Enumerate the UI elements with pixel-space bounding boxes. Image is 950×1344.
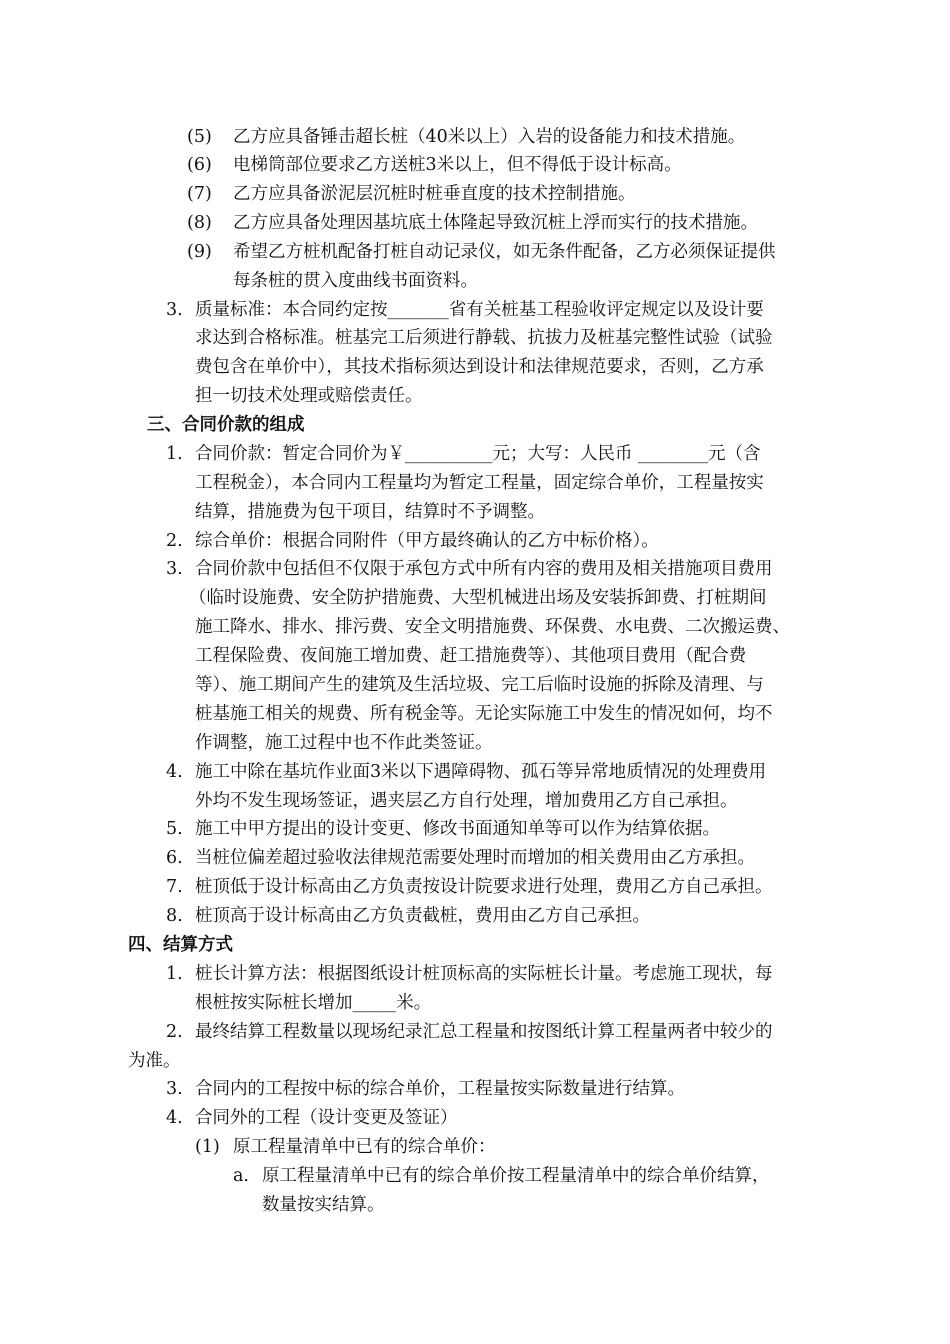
item-text: 合同外的工程（设计变更及签证） — [195, 1108, 458, 1128]
item-number: (6) — [187, 155, 212, 175]
subsubitem-text: 原工程量清单中已有的综合单价按工程量清单中的综合单价结算， — [262, 1166, 770, 1186]
item-number: 6. — [166, 848, 183, 868]
item-text: 桩长计算方法：根据图纸设计桩顶标高的实际桩长计量。考虑施工现状，每 — [195, 964, 773, 984]
item-text: 施工中甲方提出的设计变更、修改书面通知单等可以作为结算依据。 — [195, 819, 720, 839]
item-number: 1. — [166, 964, 183, 984]
item-text: 质量标准：本合同约定按_______省有关桩基工程验收评定规定以及设计要 — [195, 300, 764, 320]
item-number: 3. — [166, 300, 183, 320]
subsubitem-text: 数量按实结算。 — [262, 1195, 385, 1215]
item-number: (7) — [187, 184, 212, 204]
item-number: 3. — [166, 1079, 183, 1099]
item-number: 2. — [166, 531, 183, 551]
item-text: 电梯筒部位要求乙方送桩3米以上，但不得低于设计标高。 — [233, 155, 682, 175]
item-text: 最终结算工程数量以现场纪录汇总工程量和按图纸计算工程量两者中较少的 — [195, 1022, 773, 1042]
subsubitem-number: a. — [233, 1166, 249, 1186]
item-number: 3. — [166, 559, 183, 579]
item-number: 2. — [166, 1022, 183, 1042]
item-text: 桩顶低于设计标高由乙方负责按设计院要求进行处理，费用乙方自己承担。 — [195, 877, 773, 897]
item-number: 1. — [166, 444, 183, 464]
item-text: 外均不发生现场签证，遇夹层乙方自行处理，增加费用乙方自己承担。 — [195, 791, 738, 811]
item-text: 根桩按实际桩长增加_____米。 — [195, 993, 432, 1013]
item-text: 工程保险费、夜间施工增加费、赶工措施费等）、其他项目费用（配合费 — [195, 646, 747, 666]
item-text: （临时设施费、安全防护措施费、大型机械进出场及安装拆卸费、打桩期间 — [189, 588, 767, 608]
item-text: 乙方应具备锤击超长桩（40米以上）入岩的设备能力和技术措施。 — [233, 127, 746, 147]
item-number: 8. — [166, 906, 183, 926]
section-heading: 三、合同价款的组成 — [147, 415, 305, 435]
item-text: 每条桩的贯入度曲线书面资料。 — [233, 271, 478, 291]
item-text: 桩基施工相关的规费、所有税金等。无论实际施工中发生的情况如何，均不 — [195, 704, 773, 724]
item-number: (8) — [187, 213, 212, 233]
item-text: 等）、施工期间产生的建筑及生活垃圾、完工后临时设施的拆除及清理、与 — [195, 675, 764, 695]
item-text: 综合单价：根据合同附件（甲方最终确认的乙方中标价格）。 — [195, 531, 659, 551]
item-text: 施工降水、排水、排污费、安全文明措施费、环保费、水电费、二次搬运费、 — [195, 617, 790, 637]
item-text: 乙方应具备处理因基坑底土体隆起导致沉桩上浮而实行的技术措施。 — [233, 213, 758, 233]
subitem-number: (1) — [195, 1137, 220, 1157]
item-text: 乙方应具备淤泥层沉桩时桩垂直度的技术控制措施。 — [233, 184, 636, 204]
item-text: 求达到合格标准。桩基完工后须进行静载、抗拔力及桩基完整性试验（试验 — [195, 328, 773, 348]
item-text: 施工中除在基坑作业面3米以下遇障碍物、孤石等异常地质情况的处理费用 — [195, 762, 767, 782]
item-text: 合同价款中包括但不仅限于承包方式中所有内容的费用及相关措施项目费用 — [195, 559, 773, 579]
item-number: 5. — [166, 819, 183, 839]
item-text: 合同内的工程按中标的综合单价，工程量按实际数量进行结算。 — [195, 1079, 685, 1099]
item-text: 希望乙方桩机配备打桩自动记录仪，如无条件配备，乙方必须保证提供 — [233, 242, 776, 262]
item-text: 桩顶高于设计标高由乙方负责截桩，费用由乙方自己承担。 — [195, 906, 650, 926]
item-text: 作调整，施工过程中也不作此类签证。 — [195, 733, 493, 753]
item-text: 工程税金），本合同内工程量均为暂定工程量，固定综合单价，工程量按实 — [195, 473, 764, 493]
subitem-text: 原工程量清单中已有的综合单价： — [233, 1137, 496, 1157]
item-number: 4. — [166, 762, 183, 782]
item-text: 担一切技术处理或赔偿责任。 — [195, 386, 423, 406]
item-text: 为准。 — [128, 1051, 181, 1071]
item-number: 7. — [166, 877, 183, 897]
item-number: (5) — [187, 127, 212, 147]
item-text: 费包含在单价中），其技术指标须达到设计和法律规范要求，否则，乙方承 — [195, 357, 764, 377]
item-number: (9) — [187, 242, 212, 262]
item-text: 合同价款：暂定合同价为￥__________元；大写：人民币 ________元（含 — [195, 444, 761, 464]
item-text: 结算，措施费为包干项目，结算时不予调整。 — [195, 502, 545, 522]
item-number: 4. — [166, 1108, 183, 1128]
item-text: 当桩位偏差超过验收法律规范需要处理时而增加的相关费用由乙方承担。 — [195, 848, 755, 868]
section-heading: 四、结算方式 — [128, 935, 233, 955]
